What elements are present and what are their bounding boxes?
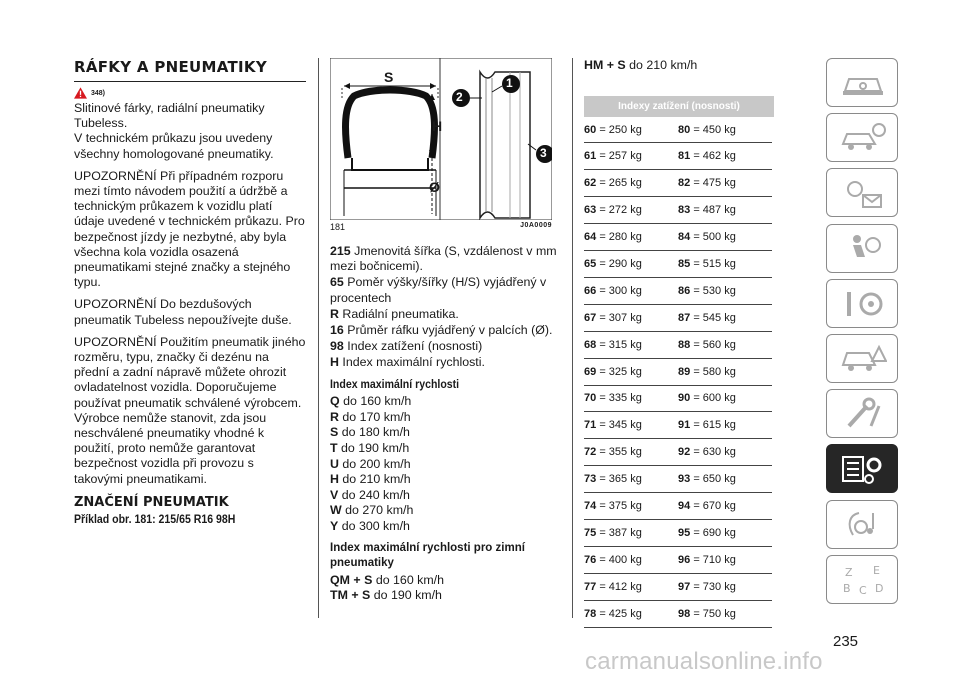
speed-key: H xyxy=(330,472,339,487)
load-index-cell xyxy=(584,304,678,331)
speed-value: do 160 km/h xyxy=(375,572,445,587)
load-index-key: 86 xyxy=(678,284,691,297)
winter-speed-header: Index maximální rychlosti pro zimní pneumatiky xyxy=(330,541,525,569)
load-index-cell xyxy=(678,493,772,520)
load-index-cell xyxy=(584,519,678,546)
column-divider-2 xyxy=(572,58,573,618)
alphabet-index-icon xyxy=(839,562,887,598)
load-index-key: 68 xyxy=(584,338,597,351)
load-index-value: = 290 kg xyxy=(599,257,642,270)
speed-value: do 190 km/h xyxy=(373,588,442,603)
load-index-key: 89 xyxy=(678,365,691,378)
load-index-value: = 730 kg xyxy=(693,580,736,593)
paragraph-note-2: UPOZORNĚNÍ Do bezdušových pneumatik Tubeless nepoužívejte duše. xyxy=(74,297,292,327)
load-index-key: 69 xyxy=(584,365,597,378)
speed-item xyxy=(330,425,564,441)
load-index-key: 87 xyxy=(678,311,691,324)
load-index-row xyxy=(584,331,772,358)
wrench-tools-icon xyxy=(839,396,887,432)
tire-code-legend xyxy=(330,244,564,371)
legend-text: Index maximální rychlosti. xyxy=(342,355,485,370)
figure-code: J0A0009 xyxy=(520,222,552,229)
callout-2: 2 xyxy=(456,90,463,104)
load-index-cell xyxy=(678,439,772,466)
load-index-row xyxy=(584,170,772,197)
paragraph-note-3: UPOZORNĚNÍ Použitím pneumatik jiného rozměru, typu, značky či dezénu na přední a zadní nápravě můžete ohrozit ovladatelnost vozidla. Doporučujeme používat pneumatik schválené výrobcem. Výrobce nemůže stanovit, zda jsou neschválené pneumatiky vhodné k použití, proto nemůže garantovat bezpečnost vozidla při provozu s takovými pneumatikami. xyxy=(74,334,306,486)
legend-key: 215 xyxy=(330,244,351,258)
tire-diagram xyxy=(330,58,552,220)
load-index-value: = 272 kg xyxy=(599,204,642,217)
tab-maintenance[interactable] xyxy=(826,389,898,438)
load-index-key: 76 xyxy=(584,553,597,566)
legend-text: Radiální pneumatika. xyxy=(342,306,459,321)
load-index-key: 77 xyxy=(584,580,597,593)
load-index-cell xyxy=(678,277,772,304)
load-index-table xyxy=(584,117,772,628)
load-index-value: = 560 kg xyxy=(693,338,736,351)
tab-driving[interactable] xyxy=(826,279,898,328)
load-index-row xyxy=(584,197,772,224)
right-column xyxy=(584,58,774,628)
load-index-value: = 615 kg xyxy=(693,419,736,432)
load-index-value: = 300 kg xyxy=(599,284,642,297)
paragraph-note-1: UPOZORNĚNÍ Při případném rozporu mezi tímto návodem použití a údržbě a technickým průkazem k vozidlu platí údaje uvedené v technickém průkazu. Pro bezpečnost jízdy je nezbytné, aby byla všechna kola vozidla osazená pneumatikami stejné značky a stejného typu. xyxy=(74,168,305,290)
speed-index-list xyxy=(330,377,564,604)
speed-key: Y xyxy=(330,518,339,533)
speed-value: do 170 km/h xyxy=(342,409,411,424)
load-index-key: 81 xyxy=(678,150,691,163)
speed-item xyxy=(330,519,564,535)
load-index-row xyxy=(584,277,772,304)
load-index-key: 75 xyxy=(584,526,597,539)
load-index-value: = 450 kg xyxy=(693,123,736,136)
load-index-key: 78 xyxy=(584,607,597,620)
speed-key: V xyxy=(330,487,339,502)
tab-lights[interactable] xyxy=(826,168,898,217)
winter-speed-item xyxy=(584,58,774,74)
load-index-cell xyxy=(584,600,678,627)
load-index-cell xyxy=(678,546,772,573)
label-s: S xyxy=(384,69,394,85)
legend-text: Průměr ráfku vyjádřený v palcích (Ø). xyxy=(347,323,553,338)
tab-technical-data[interactable] xyxy=(826,444,898,493)
load-index-key: 97 xyxy=(678,580,691,593)
load-index-title: Indexy zatížení (nosnosti) xyxy=(584,96,774,117)
speed-item xyxy=(330,441,564,457)
technical-data-gears-icon xyxy=(839,451,887,487)
load-index-key: 88 xyxy=(678,338,691,351)
column-divider-1 xyxy=(318,58,319,618)
tab-vehicle-info[interactable] xyxy=(826,113,898,162)
load-index-value: = 335 kg xyxy=(599,392,642,405)
load-index-cell xyxy=(678,412,772,439)
load-index-value: = 545 kg xyxy=(693,311,736,324)
load-index-row xyxy=(584,466,772,493)
load-index-value: = 250 kg xyxy=(599,123,642,136)
speed-key: HM + S xyxy=(584,58,626,72)
left-column xyxy=(74,58,306,526)
load-index-value: = 400 kg xyxy=(599,553,642,566)
load-index-key: 61 xyxy=(584,150,597,163)
load-index-value: = 355 kg xyxy=(599,446,642,459)
speed-value: do 180 km/h xyxy=(341,425,410,440)
winter-speed-item xyxy=(330,588,564,604)
load-index-row xyxy=(584,573,772,600)
load-index-key: 98 xyxy=(678,607,691,620)
load-index-key: 71 xyxy=(584,419,597,432)
svg-text:Z: Z xyxy=(845,565,853,579)
load-index-key: 72 xyxy=(584,446,597,459)
legend-item xyxy=(330,339,564,354)
load-index-value: = 630 kg xyxy=(693,446,736,459)
load-index-value: = 257 kg xyxy=(599,150,642,163)
section-title: RÁFKY A PNEUMATIKY xyxy=(74,58,306,82)
load-index-cell xyxy=(584,385,678,412)
legend-item xyxy=(330,355,564,370)
load-index-value: = 650 kg xyxy=(693,473,736,486)
load-index-key: 60 xyxy=(584,123,597,136)
speed-item xyxy=(330,503,564,519)
legend-text: Poměr výšky/šířky (H/S) vyjádřený v procentech xyxy=(330,275,547,305)
load-index-value: = 580 kg xyxy=(693,365,736,378)
load-index-cell xyxy=(584,466,678,493)
paragraph-intro: Slitinové fárky, radiální pneumatiky Tubeless. V technickém průkazu jsou uvedeny všechny homologované pneumatiky. xyxy=(74,101,274,161)
load-index-key: 73 xyxy=(584,473,597,486)
load-index-key: 80 xyxy=(678,123,691,136)
load-index-key: 94 xyxy=(678,500,691,512)
load-index-key: 63 xyxy=(584,204,597,217)
middle-column xyxy=(330,58,564,604)
load-index-value: = 345 kg xyxy=(599,419,642,432)
load-index-value: = 500 kg xyxy=(693,231,736,244)
load-index-key: 64 xyxy=(584,231,597,244)
speed-value: do 270 km/h xyxy=(345,503,414,518)
load-index-cell xyxy=(584,197,678,224)
load-index-row xyxy=(584,546,772,573)
load-index-row xyxy=(584,117,772,143)
speed-value: do 210 km/h xyxy=(342,472,411,487)
load-index-row xyxy=(584,385,772,412)
speed-value: do 190 km/h xyxy=(341,441,410,455)
load-index-value: = 600 kg xyxy=(693,392,736,405)
load-index-key: 93 xyxy=(678,473,691,486)
load-index-key: 82 xyxy=(678,177,691,190)
load-index-value: = 750 kg xyxy=(693,607,736,620)
speed-item xyxy=(330,488,564,504)
legend-text: Index zatížení (nosnosti) xyxy=(347,339,483,354)
load-index-value: = 475 kg xyxy=(693,177,736,190)
speed-item xyxy=(330,472,564,488)
winter-speed-item xyxy=(330,573,564,589)
load-index-value: = 530 kg xyxy=(693,284,736,297)
load-index-cell xyxy=(584,143,678,170)
load-index-row xyxy=(584,439,772,466)
load-index-cell xyxy=(584,251,678,278)
load-index-cell xyxy=(678,117,772,143)
load-index-key: 95 xyxy=(678,526,691,539)
tire-figure xyxy=(330,58,552,220)
load-index-cell xyxy=(584,170,678,197)
speed-item xyxy=(330,410,564,426)
svg-text:D: D xyxy=(875,581,884,595)
load-index-value: = 375 kg xyxy=(599,500,642,512)
load-index-cell xyxy=(678,385,772,412)
load-index-cell xyxy=(584,358,678,385)
load-index-key: 91 xyxy=(678,419,691,432)
load-index-key: 67 xyxy=(584,311,597,324)
load-index-key: 96 xyxy=(678,553,691,566)
tab-multimedia[interactable] xyxy=(826,500,898,549)
speed-value: do 300 km/h xyxy=(341,518,410,533)
load-index-cell xyxy=(678,331,772,358)
legend-item xyxy=(330,275,564,305)
load-index-cell xyxy=(584,573,678,600)
warning-triangle-icon xyxy=(74,87,87,99)
subsection-title: ZNAČENÍ PNEUMATIK xyxy=(74,494,229,510)
load-index-cell xyxy=(584,439,678,466)
load-index-key: 70 xyxy=(584,392,597,405)
legend-key: 16 xyxy=(330,323,344,338)
lights-message-icon xyxy=(839,175,887,211)
load-index-key: 83 xyxy=(678,204,691,217)
load-index-cell xyxy=(678,466,772,493)
load-index-value: = 710 kg xyxy=(693,553,736,566)
label-diameter: Ø xyxy=(429,179,440,195)
speed-item xyxy=(330,394,564,410)
load-index-key: 90 xyxy=(678,392,691,405)
svg-text:B: B xyxy=(843,581,851,595)
load-index-cell xyxy=(678,573,772,600)
legend-item xyxy=(330,307,564,322)
load-index-value: = 307 kg xyxy=(599,311,642,324)
page-number: 235 xyxy=(833,633,859,650)
load-index-cell xyxy=(584,277,678,304)
svg-text:E: E xyxy=(873,563,880,577)
speed-index-header: Index maximální rychlosti xyxy=(330,376,460,391)
load-index-row xyxy=(584,224,772,251)
car-dashboard-icon xyxy=(839,65,887,101)
load-index-cell xyxy=(584,412,678,439)
svg-text:C: C xyxy=(859,583,867,597)
load-index-row xyxy=(584,304,772,331)
load-index-value: = 365 kg xyxy=(599,473,642,486)
load-index-row xyxy=(584,412,772,439)
legend-key: H xyxy=(330,355,339,370)
load-index-value: = 280 kg xyxy=(599,231,642,244)
load-index-row xyxy=(584,519,772,546)
speed-item xyxy=(330,457,564,473)
load-index-cell xyxy=(584,117,678,143)
callout-1: 1 xyxy=(506,76,513,90)
watermark: carmanualsonline.info xyxy=(585,648,823,675)
car-warning-icon xyxy=(839,341,887,377)
load-index-key: 66 xyxy=(584,284,597,297)
tab-dashboard[interactable] xyxy=(826,58,898,107)
load-index-key: 92 xyxy=(678,446,691,459)
load-index-cell xyxy=(678,143,772,170)
load-index-value: = 325 kg xyxy=(599,365,642,378)
speed-key: Q xyxy=(330,394,340,409)
load-index-value: = 690 kg xyxy=(693,526,736,539)
chapter-tabs xyxy=(826,58,900,610)
speed-key: U xyxy=(330,456,339,471)
legend-key: 65 xyxy=(330,275,344,290)
load-index-cell xyxy=(584,493,678,520)
speed-key: T xyxy=(330,441,338,455)
load-index-row xyxy=(584,493,772,520)
load-index-key: 65 xyxy=(584,257,597,270)
tab-emergency[interactable] xyxy=(826,334,898,383)
load-index-key: 62 xyxy=(584,177,597,190)
steering-tools-icon xyxy=(839,286,887,322)
load-index-row xyxy=(584,251,772,278)
airbag-person-icon xyxy=(839,231,887,267)
figure-number: 181 xyxy=(330,222,346,232)
load-index-value: = 462 kg xyxy=(693,150,736,163)
load-index-value: = 387 kg xyxy=(599,526,642,539)
load-index-cell xyxy=(678,170,772,197)
speed-value: do 240 km/h xyxy=(341,487,410,502)
label-h: H xyxy=(432,118,443,134)
load-index-row xyxy=(584,143,772,170)
tab-index[interactable] xyxy=(826,555,898,604)
speed-key: W xyxy=(330,503,342,518)
callout-3: 3 xyxy=(540,146,547,160)
warning-reference xyxy=(74,87,306,99)
warning-ref-text: 348) xyxy=(91,89,106,97)
load-index-key: 74 xyxy=(584,500,597,512)
speed-key: QM + S xyxy=(330,572,373,587)
load-index-cell xyxy=(678,600,772,627)
load-index-row xyxy=(584,600,772,627)
speed-value: do 200 km/h xyxy=(342,456,411,471)
load-index-value: = 487 kg xyxy=(693,204,736,217)
figure-caption xyxy=(330,222,552,232)
load-index-cell xyxy=(678,358,772,385)
speed-key: TM + S xyxy=(330,588,371,603)
load-index-cell xyxy=(584,224,678,251)
legend-item xyxy=(330,244,564,274)
speed-key: S xyxy=(330,425,339,440)
load-index-value: = 425 kg xyxy=(599,607,642,620)
legend-item xyxy=(330,323,564,338)
load-index-key: 85 xyxy=(678,257,691,270)
legend-text: Jmenovitá šířka (S, vzdálenost v mm mezi bočnicemi). xyxy=(330,244,557,274)
load-index-value: = 670 kg xyxy=(693,500,736,512)
car-info-icon xyxy=(839,120,887,156)
speed-value: do 160 km/h xyxy=(343,394,412,409)
legend-key: R xyxy=(330,306,339,321)
load-index-cell xyxy=(678,304,772,331)
load-index-row xyxy=(584,358,772,385)
load-index-value: = 412 kg xyxy=(599,580,642,593)
load-index-value: = 315 kg xyxy=(599,338,642,351)
load-index-key: 84 xyxy=(678,231,691,244)
load-index-cell xyxy=(584,331,678,358)
tab-safety[interactable] xyxy=(826,224,898,273)
load-index-cell xyxy=(584,546,678,573)
load-index-value: = 515 kg xyxy=(693,257,736,270)
load-index-value: = 265 kg xyxy=(599,177,642,190)
legend-key: 98 xyxy=(330,339,344,354)
load-index-cell xyxy=(678,519,772,546)
load-index-cell xyxy=(678,224,772,251)
load-index-cell xyxy=(678,197,772,224)
speed-value: do 210 km/h xyxy=(629,58,698,72)
multimedia-icon xyxy=(839,507,887,543)
example-caption: Příklad obr. 181: 215/65 R16 98H xyxy=(74,511,236,526)
speed-key: R xyxy=(330,409,339,424)
load-index-cell xyxy=(678,251,772,278)
